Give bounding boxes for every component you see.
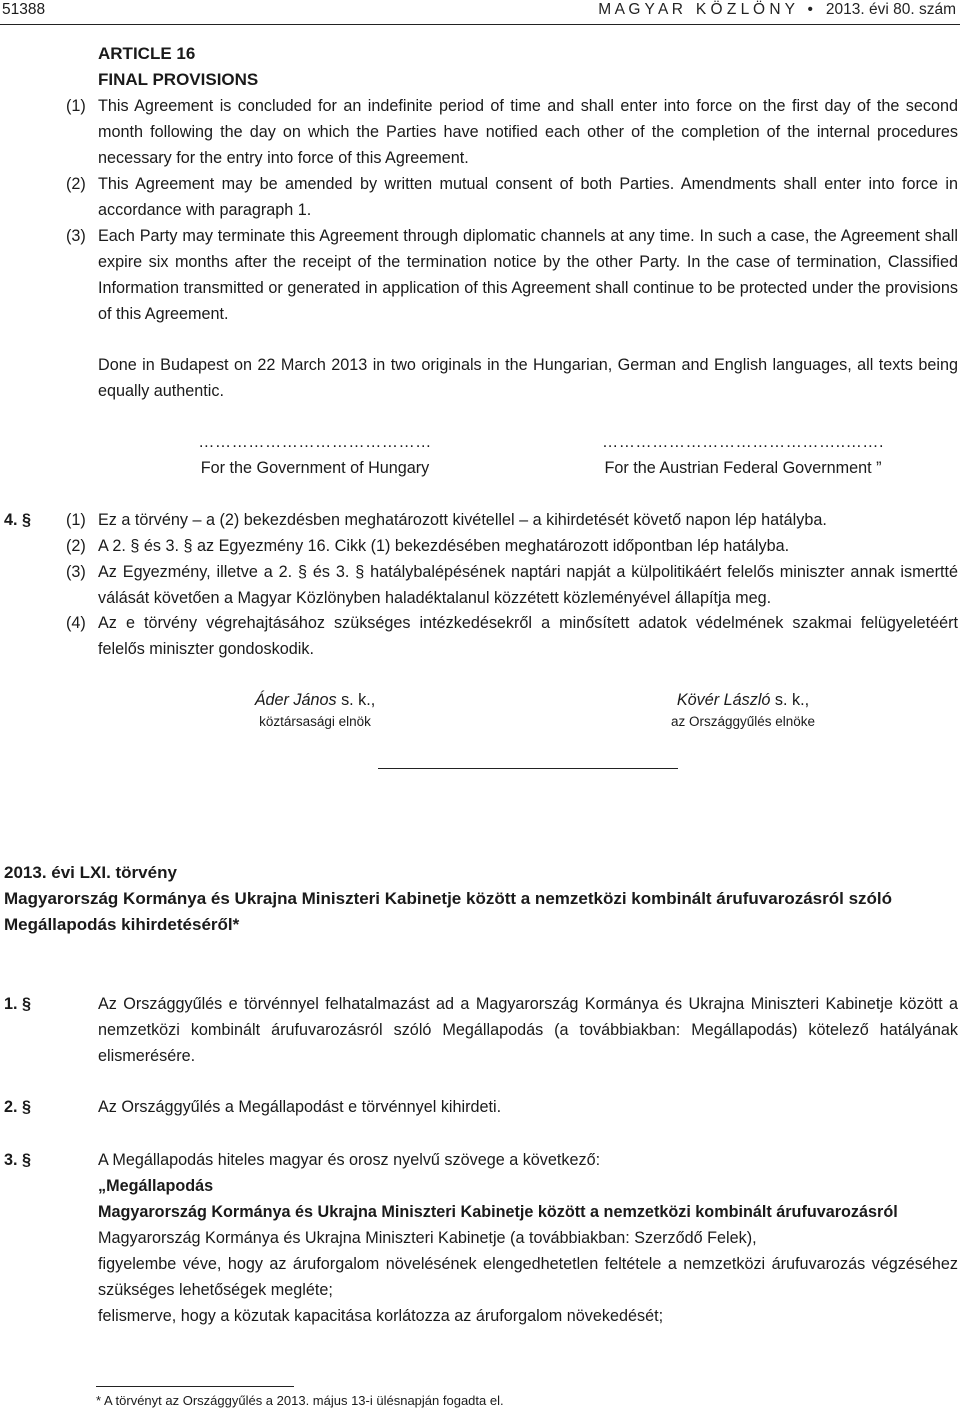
paragraph-text: Az Egyezmény, illetve a 2. § és 3. § hatálybalépésének naptári napját a külpolitikáért felelős miniszter annak ismertté válását követően a Magyar Közlönyben haladéktalanul közzétett közleményével állapítja meg.	[98, 563, 958, 607]
signer-left	[200, 688, 430, 732]
signature-right	[578, 429, 908, 481]
signer-role: köztársasági elnök	[259, 714, 371, 729]
footnote-rule	[96, 1386, 294, 1387]
paragraph-number: (1)	[66, 97, 86, 115]
section-number: 2. §	[4, 1098, 32, 1116]
signature-line: ……………………………………	[198, 433, 432, 451]
agreement-title: Magyarország Kormánya és Ukrajna Miniszteri Kabinetje között a nemzetközi kombinált árufuvarozásról	[98, 1203, 898, 1221]
section-1	[4, 991, 958, 1069]
paragraph-number: (2)	[66, 537, 86, 555]
agreement-line: felismerve, hogy a közutak kapacitása korlátozza az áruforgalom növekedését;	[98, 1307, 664, 1325]
signer-name: Áder János	[254, 691, 337, 709]
paragraph-number: (3)	[66, 227, 86, 245]
law-title: Magyarország Kormánya és Ukrajna Miniszteri Kabinetje között a nemzetközi kombinált árufuvarozásról szóló Megállapodás kihirdetéséről*	[4, 889, 893, 934]
signature-left	[160, 429, 470, 481]
agreement-line: figyelembe véve, hogy az áruforgalom növelésének elengedhetetlen feltétele a nemzetközi árufuvarozás végzéséhez szükséges lehetőségek megléte;	[98, 1255, 958, 1299]
paragraph-number: (4)	[66, 614, 86, 632]
article-heading: ARTICLE 16	[98, 44, 196, 63]
agreement-heading: „Megállapodás	[98, 1177, 214, 1195]
section-4-paragraph-1	[66, 507, 958, 533]
article-paragraph-1	[66, 93, 958, 171]
header-rule	[0, 24, 960, 25]
signature-label: For the Austrian Federal Government ”	[604, 459, 882, 477]
article-subheading: FINAL PROVISIONS	[98, 70, 259, 89]
paragraph-number: (1)	[66, 511, 86, 529]
section-text: Az Országgyűlés a Megállapodást e törvénnyel kihirdeti.	[98, 1098, 502, 1116]
agreement-line: Magyarország Kormánya és Ukrajna Miniszteri Kabinetje (a továbbiakban: Szerződő Felek),	[98, 1229, 757, 1247]
section-3	[4, 1147, 958, 1329]
article-paragraph-3	[66, 223, 958, 327]
section-2	[4, 1094, 958, 1120]
section-4-paragraph-2	[66, 533, 958, 559]
signer-right	[628, 688, 858, 732]
section-text: Az Országgyűlés e törvénnyel felhatalmazást ad a Magyarország Kormánya és Ukrajna Miniszteri Kabinetje között a nemzetközi kombinált árufuvarozásról szóló Megállapodás (a továbbiakban: Megállapodás) kötelező hatályának elismerésére.	[98, 995, 958, 1065]
paragraph-number: (3)	[66, 563, 86, 581]
section-text: A Megállapodás hiteles magyar és orosz nyelvű szövege a következő:	[98, 1151, 601, 1169]
paragraph-text: This Agreement may be amended by written mutual consent of both Parties. Amendments shall enter into force in accordance with paragraph 1.	[98, 175, 958, 219]
paragraph-text: Az e törvény végrehajtásához szükséges intézkedésekről a minősített adatok védelmének szakmai felügyeletéért felelős miniszter gondoskodik.	[98, 614, 958, 658]
section-number: 3. §	[4, 1151, 32, 1169]
separator-rule	[378, 768, 678, 769]
paragraph-number: (2)	[66, 175, 86, 193]
section-number: 4. §	[4, 511, 32, 529]
signer-suffix: s. k.,	[336, 691, 376, 709]
paragraph-text: This Agreement is concluded for an indefinite period of time and shall enter into force on the first day of the second month following the day on which the Parties have notified each other of the completion of the internal procedures necessary for the entry into force of this Agreement.	[98, 97, 958, 167]
section-number: 1. §	[4, 995, 32, 1013]
section-4-paragraph-4	[66, 610, 958, 662]
signer-name: Kövér László	[676, 691, 771, 709]
section-4-paragraph-3	[66, 559, 958, 611]
paragraph-text: A 2. § és 3. § az Egyezmény 16. Cikk (1) bekezdésében meghatározott időpontban lép hatályba.	[98, 537, 790, 555]
signature-label: For the Government of Hungary	[200, 459, 430, 477]
done-statement: Done in Budapest on 22 March 2013 in two originals in the Hungarian, German and English languages, all texts being equally authentic.	[98, 356, 958, 400]
signature-line: ……………………………………..…….	[602, 433, 884, 451]
footnote: * A törvényt az Országgyűlés a 2013. május 13-i ülésnapján fogadta el.	[96, 1393, 504, 1408]
signer-suffix: s. k.,	[770, 691, 810, 709]
publication-title: M A G Y A R K Ö Z L Ö N Y • 2013. évi 80. szám	[598, 1, 956, 18]
paragraph-text: Ez a törvény – a (2) bekezdésben meghatározott kivétellel – a kihirdetését követő napon lép hatályba.	[98, 511, 827, 529]
paragraph-text: Each Party may terminate this Agreement through diplomatic channels at any time. In such a case, the Agreement shall expire six months after the receipt of the termination notice by the other Party. In the case of termination, Classified Information transmitted or generated in application of this Agreement shall continue to be protected under the provisions of this Agreement.	[98, 227, 958, 323]
signer-role: az Országgyűlés elnöke	[670, 714, 816, 729]
page-header	[0, 0, 960, 26]
law-number: 2013. évi LXI. törvény	[4, 863, 177, 882]
page-number: 51388	[2, 1, 46, 18]
article-paragraph-2	[66, 171, 958, 223]
